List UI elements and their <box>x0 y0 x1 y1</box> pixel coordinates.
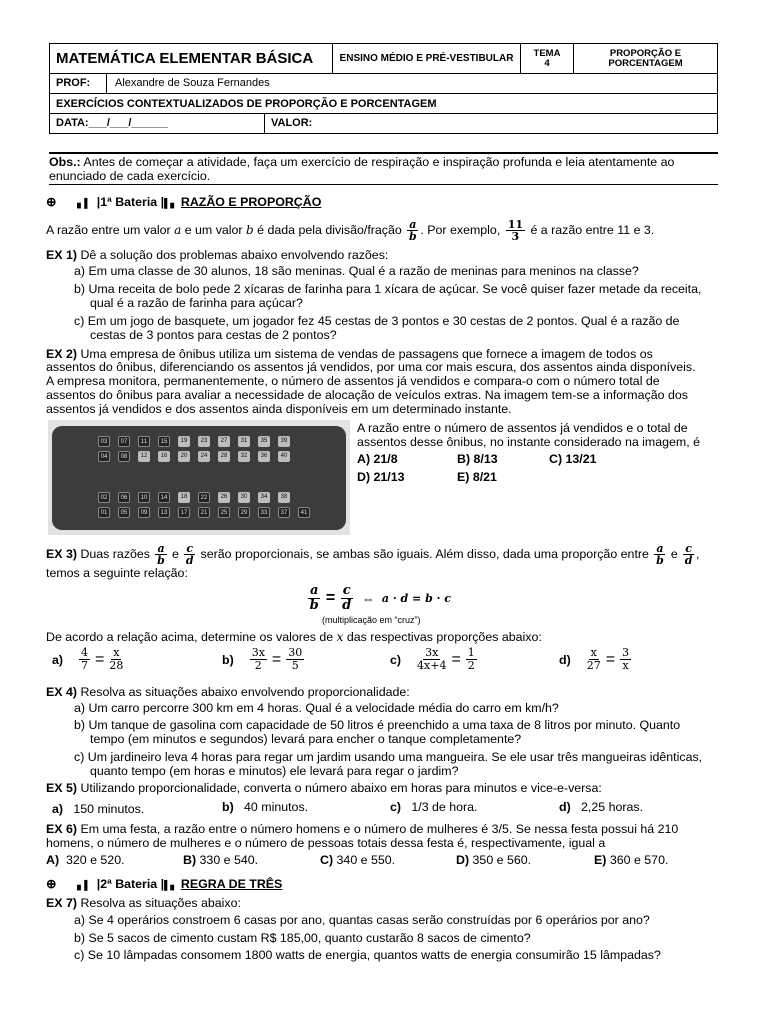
ex2-option-b: B) 8/13 <box>457 452 498 466</box>
seat-38: 38 <box>278 492 290 503</box>
seat-19: 19 <box>178 436 190 447</box>
fraction-c-d: $\frac{c}{d}$ <box>185 542 194 567</box>
seat-37: 37 <box>278 507 290 518</box>
ex5-heading: EX 5) Utilizando proporcionalidade, converta o número abaixo em horas para minutos e vice-e-versa: <box>46 781 602 795</box>
ex3-line1: EX 3) Duas razões $\frac{a}{b}$ e $\frac{c}{d}$ serão proporcionais, se ambas são iguais. Além disso, dada uma proporção entre $\frac{a}{b}$ e $\frac{c}{d}$ , <box>46 542 700 567</box>
ex2-option-d: D) 21/13 <box>357 470 405 484</box>
seat-18: 18 <box>178 492 190 503</box>
bus-seats <box>48 420 350 535</box>
seat-32: 32 <box>238 451 250 462</box>
seat-24: 24 <box>198 451 210 462</box>
section1-title: RAZÃO E PROPORÇÃO <box>180 195 322 209</box>
seat-23: 23 <box>198 436 210 447</box>
ex6-line2: homens, o número de mulheres e o número de pessoas totais dessa festa é, respectivamente, igual a <box>46 836 606 850</box>
section2-title: REGRA DE TRÊS <box>180 877 283 891</box>
ex7-item-b: b) Se 5 sacos de cimento custam R$ 185,00, quanto custarão 8 sacos de cimento? <box>74 931 531 945</box>
ex5-item-b: b) 40 minutos. <box>222 800 309 814</box>
ex6-line1: EX 6) Em uma festa, a razão entre o número homens e o número de mulheres é 3/5. Se nessa festa possui há 210 <box>46 822 679 836</box>
ex5-item-a: a) 150 minutos. <box>52 802 145 816</box>
ex3-item-d: d) $\frac{x}{27}$ = $\frac{3}{x}$ <box>559 646 630 672</box>
ex4-item-c2: quanto tempo (em horas e minutos) ele levará para regar o jardim? <box>90 764 459 778</box>
seat-12: 12 <box>138 451 150 462</box>
date-value-row <box>50 114 718 134</box>
cross-multiplication-formula: $\frac{a}{b}$ = $\frac{c}{d}$ ⇔ a · d = b · c <box>309 583 451 613</box>
ex1-item-b1: b) Uma receita de bolo pede 2 xícaras de farinha para 1 xícara de açúcar. Se você quiser fazer metade da receita, <box>74 282 702 296</box>
ex2-option-c: C) 13/21 <box>549 452 597 466</box>
ex2-line3: A empresa monitora, permanentemente, o número de assentos já vendidos e compara-o com o número total de <box>46 374 660 388</box>
bus-seat-map-image <box>48 420 350 535</box>
seat-17: 17 <box>178 507 190 518</box>
var-a: a <box>174 222 182 237</box>
seat-08: 08 <box>118 451 130 462</box>
fraction-a-b-2: $\frac{a}{b}$ <box>157 542 165 567</box>
obs-line1 <box>49 155 722 169</box>
valor-field: VALOR: <box>271 117 313 129</box>
crosshair-icon: ⊕ <box>46 195 57 209</box>
ex3-item-b: b) $\frac{3x}{2}$ = $\frac{30}{5}$ <box>222 646 303 672</box>
ex2-question1: A razão entre o número de assentos já vendidos e o total de <box>357 421 688 435</box>
ex2-question2: assentos desse ônibus, no instante considerado na imagem, é <box>357 435 701 449</box>
ex1-item-c2: cestas de 3 pontos para cestas de 2 pontos? <box>90 328 337 342</box>
seat-30: 30 <box>238 492 250 503</box>
ex2-label: EX 2) <box>46 347 77 361</box>
intro-text5: é a razão entre 11 e 3. <box>527 222 655 237</box>
date-field: DATA:___/___/______ <box>50 114 265 133</box>
ex1-text: Dê a solução dos problemas abaixo envolvendo razões: <box>77 248 389 262</box>
seat-16: 16 <box>158 451 170 462</box>
seat-13: 13 <box>158 507 170 518</box>
signal-bars-icon-2: ▌▖ <box>164 198 178 208</box>
seat-02: 02 <box>98 492 110 503</box>
prof-name: Alexandre de Souza Fernandes <box>115 77 270 89</box>
ex6-option-a: A) 320 e 520. <box>46 853 125 867</box>
seat-11: 11 <box>138 436 150 447</box>
ex7-heading: EX 7) Resolva as situações abaixo: <box>46 896 241 910</box>
ex1-label: EX 1) <box>46 248 77 262</box>
seat-25: 25 <box>218 507 230 518</box>
ex4-item-b2: tempo (em minutos e segundos) levará para encher o tanque completamente? <box>90 732 522 746</box>
ex3-prompt: De acordo a relação acima, determine os valores de x das respectivas proporções abaixo: <box>46 630 542 644</box>
intro-text2: e um valor <box>181 222 246 237</box>
topic-line1: PROPORÇÃO E <box>609 47 682 59</box>
seat-01: 01 <box>98 507 110 518</box>
ex6-option-e: E) 360 e 570. <box>594 853 669 867</box>
seat-06: 06 <box>118 492 130 503</box>
ex1-heading <box>46 248 722 262</box>
seat-21: 21 <box>198 507 210 518</box>
ex4-label: EX 4) <box>46 685 77 699</box>
seat-03: 03 <box>98 436 110 447</box>
ex2-line1 <box>46 347 722 361</box>
seat-07: 07 <box>118 436 130 447</box>
seat-33: 33 <box>258 507 270 518</box>
ex7-item-c: c) Se 10 lâmpadas consomem 1800 watts de energia, quantos watts de energia consumirão 15 lâmpadas? <box>74 948 661 962</box>
obs-label: Obs.: <box>49 155 81 169</box>
ex4-item-c1: c) Um jardineiro leva 4 horas para regar um jardim usando uma mangueira. Se ele usar três mangueiras idênticas, <box>74 750 703 764</box>
section1-heading <box>46 194 722 209</box>
formula-equation: a · d = b · c <box>381 592 451 605</box>
ex6-label: EX 6) <box>46 822 77 836</box>
fraction-c-d-2: $\frac{c}{d}$ <box>684 542 693 567</box>
seat-26: 26 <box>218 492 230 503</box>
tema-cell <box>521 44 574 74</box>
ex3-item-a: a) $\frac{4}{7}$ = $\frac{x}{28}$ <box>52 646 124 672</box>
signal-bars-icon: ▖▌ <box>77 198 91 208</box>
ex3-label: EX 3) <box>46 546 77 561</box>
var-b: b <box>246 222 254 237</box>
signal-bars-icon-4: ▌▖ <box>164 880 178 890</box>
ex4-item-b1: b) Um tanque de gasolina com capacidade de 50 litros é preenchido a uma taxa de 8 litros por minuto. Quanto <box>74 718 681 732</box>
tema-label: TEMA <box>533 47 561 59</box>
seat-29: 29 <box>238 507 250 518</box>
ex4-heading: EX 4) Resolva as situações abaixo envolvendo proporcionalidade: <box>46 685 410 699</box>
signal-bars-icon-3: ▖▌ <box>77 880 91 890</box>
seat-34: 34 <box>258 492 270 503</box>
ex1-item-b2: qual é a razão de farinha para açúcar? <box>90 296 303 310</box>
obs-rule-top <box>49 152 718 154</box>
topic-line2: PORCENTAGEM <box>608 57 683 69</box>
course-title: MATEMÁTICA ELEMENTAR BÁSICA <box>50 44 333 74</box>
seat-27: 27 <box>218 436 230 447</box>
intro-line <box>46 219 722 242</box>
section2-heading <box>46 876 722 891</box>
seat-15: 15 <box>158 436 170 447</box>
obs-line2: enunciado de cada exercício. <box>49 169 211 183</box>
tema-number: 4 <box>544 57 550 69</box>
iff-symbol: ⇔ <box>362 591 375 606</box>
ex5-label: EX 5) <box>46 781 77 795</box>
seat-22: 22 <box>198 492 210 503</box>
ex5-item-c: c) 1/3 de hora. <box>390 800 478 814</box>
ex3-line2: temos a seguinte relação: <box>46 566 188 580</box>
obs-text1: Antes de começar a atividade, faça um exercício de respiração e inspiração profunda e leia atentamente ao <box>80 155 675 169</box>
ex7-label: EX 7) <box>46 896 77 910</box>
ex1-item-a: a) Em uma classe de 30 alunos, 18 são meninas. Qual é a razão de meninas para meninos na classe? <box>74 264 639 278</box>
ex6-option-d: D) 350 e 560. <box>456 853 532 867</box>
seat-31: 31 <box>238 436 250 447</box>
intro-text4: . Por exemplo, <box>420 222 504 237</box>
seat-28: 28 <box>218 451 230 462</box>
ex4-item-a: a) Um carro percorre 300 km em 4 horas. Qual é a velocidade média do carro em km/h? <box>74 701 559 715</box>
header-table <box>49 43 718 134</box>
prof-row <box>50 74 718 94</box>
crosshair-icon-2: ⊕ <box>46 877 57 891</box>
section2-label: |2ª Bateria | <box>90 877 165 891</box>
worksheet-subtitle: EXERCÍCIOS CONTEXTUALIZADOS DE PROPORÇÃO E PORCENTAGEM <box>50 94 718 114</box>
seat-40: 40 <box>278 451 290 462</box>
intro-text3: é dada pela divisão/fração <box>253 222 406 237</box>
ex2-text1: Uma empresa de ônibus utiliza um sistema de vendas de passagens que fornece a imagem de todos os <box>77 347 653 361</box>
seat-39: 39 <box>278 436 290 447</box>
seat-36: 36 <box>258 451 270 462</box>
ex6-option-b: B) 330 e 540. <box>183 853 259 867</box>
seat-09: 09 <box>138 507 150 518</box>
fraction-a-b: $\frac{a}{b}$ <box>408 218 417 243</box>
obs-rule-bottom <box>49 184 718 185</box>
course-level: ENSINO MÉDIO E PRÉ-VESTIBULAR <box>333 44 521 74</box>
seat-20: 20 <box>178 451 190 462</box>
topic-cell <box>574 44 718 74</box>
seat-05: 05 <box>118 507 130 518</box>
ex2-line2: assentos do ônibus, diferenciando os assentos já vendidos, por uma cor mais escura, dos assentos ainda disponíveis. <box>46 360 696 374</box>
seat-10: 10 <box>138 492 150 503</box>
ex6-option-c: C) 340 e 550. <box>320 853 396 867</box>
ex2-option-a: A) 21/8 <box>357 452 398 466</box>
ex2-option-e: E) 8/21 <box>457 470 497 484</box>
intro-text1: A razão entre um valor <box>46 222 175 237</box>
formula-frac-cd: $\frac{c}{d}$ <box>342 583 352 613</box>
seat-04: 04 <box>98 451 110 462</box>
seat-41: 41 <box>298 507 310 518</box>
section1-label: |1ª Bateria | <box>90 195 165 209</box>
seat-14: 14 <box>158 492 170 503</box>
ex2-line4: assentos do ônibus para avaliar a necessidade de alocação de veículos extras. Na imagem tem-se a informação dos <box>46 388 688 402</box>
ex1-item-c1: c) Em um jogo de basquete, um jogador fez 45 cestas de 3 pontos e 30 cestas de 2 pontos. Qual é a razão de <box>74 314 680 328</box>
ex2-line5: assentos já vendidos e dos assentos ainda disponíveis em um determinado instante. <box>46 402 512 416</box>
prof-label: PROF: <box>50 74 107 93</box>
formula-note: (multiplicação em “cruz”) <box>322 615 421 625</box>
ex3-item-c: c) $\frac{3x}{4x+4}$ = $\frac{1}{2}$ <box>390 646 475 672</box>
ex5-item-d: d) 2,25 horas. <box>559 800 644 814</box>
fraction-11-3: $\frac{11}{3}$ <box>507 218 524 243</box>
fraction-a-b-3: $\frac{a}{b}$ <box>656 542 664 567</box>
seat-35: 35 <box>258 436 270 447</box>
formula-frac-ab: $\frac{a}{b}$ <box>309 583 319 613</box>
ex7-item-a: a) Se 4 operários constroem 6 casas por ano, quantas casas serão construídas por 6 operários por ano? <box>74 913 650 927</box>
